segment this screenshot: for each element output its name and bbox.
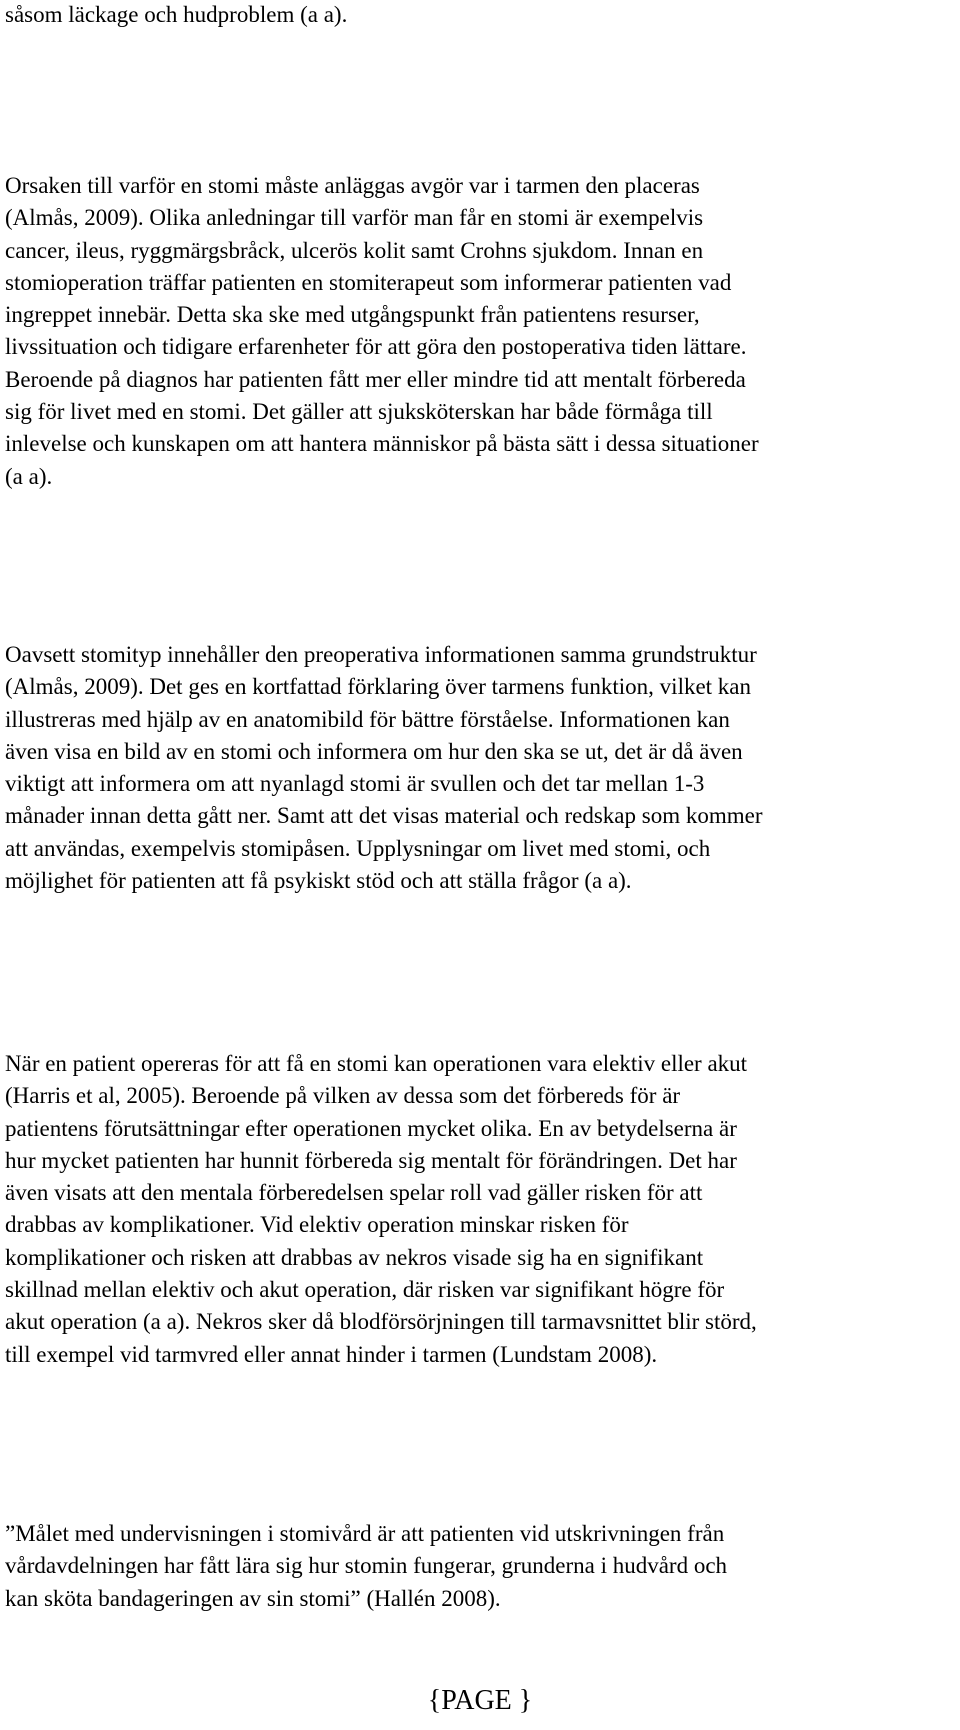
paragraph-stoma-placement: Orsaken till varför en stomi måste anläggas avgör var i tarmen den placeras (Almås, 2009). Olika anledningar till varför man får en stomi är exempelvis cancer, ileus, ryggmärgsbråck, ulcerös kolit samt Crohns sjukdom. Innan en stomioperation träffar patienten en stomiterapeut som informerar patienten vad ingreppet innebär. Detta ska ske med utgångspunkt från patientens resurser, livssituation och tidigare erfarenheter för att göra den postoperativa tiden lättare. Beroende på diagnos har patienten fått mer eller mindre tid att mentalt förbereda sig för livet med en stomi. Det gäller att sjuksköterskan har både förmåga till inlevelse och kunskapen om att hantera människor på bästa sätt i dessa situationer (a a).: [5, 173, 759, 489]
paragraph-continuation: såsom läckage och hudproblem (a a).: [5, 2, 348, 27]
page-number-field: {PAGE }: [427, 1685, 533, 1716]
paragraph-preoperative-information: Oavsett stomityp innehåller den preoperativa informationen samma grundstruktur (Almås, 2009). Det ges en kortfattad förklaring över tarmens funktion, vilket kan illustreras med hjälp av en anatomibild för bättre förståelse. Informationen kan även visa en bild av en stomi och informera om hur den ska se ut, det är då även viktigt att informera om att nyanlagd stomi är svullen och det tar mellan 1-3 månader innan detta gått ner. Samt att det visas material och redskap som kommer att användas, exempelvis stomipåsen. Upplysningar om livet med stomi, och möjlighet för patienten att få psykiskt stöd och att ställa frågor (a a).: [5, 642, 763, 894]
paragraph-teaching-goal-quote: ”Målet med undervisningen i stomivård är att patienten vid utskrivningen från vårdavdelningen har fått lära sig hur stomin fungerar, grunderna i hudvård och kan sköta bandageringen av sin stomi” (Hallén 2008).: [5, 1521, 728, 1611]
paragraph-elective-acute-surgery: När en patient opereras för att få en stomi kan operationen vara elektiv eller akut (Harris et al, 2005). Beroende på vilken av dessa som det förbereds för är patientens förutsättningar efter operationen mycket olika. En av betydelserna är hur mycket patienten har hunnit förbereda sig mentalt för förändringen. Det har även visats att den mentala förberedelsen spelar roll vad gäller risken för att drabbas av komplikationer. Vid elektiv operation minskar risken för komplikationer och risken att drabbas av nekros visade sig ha en signifikant skillnad mellan elektiv och akut operation, där risken var signifikant högre för akut operation (a a). Nekros sker då blodförsörjningen till tarmavsnittet blir störd, till exempel vid tarmvred eller annat hinder i tarmen (Lundstam 2008).: [5, 1051, 757, 1367]
